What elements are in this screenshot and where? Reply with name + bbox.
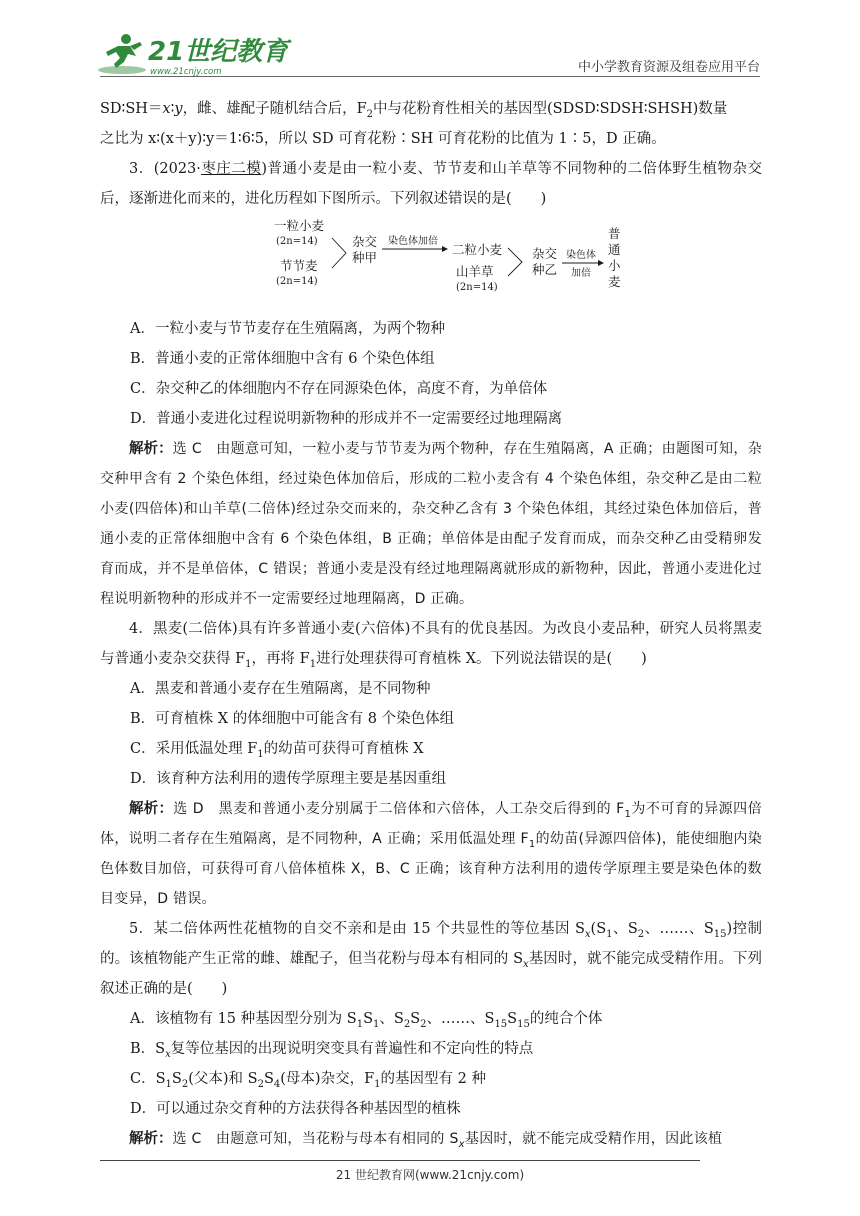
site-logo[interactable] [96,30,289,78]
diagram-arrow1-label: 染色体加倍 [388,236,438,247]
q4-option-a: A．黑麦和普通小麦存在生殖隔离，是不同物种 [130,681,431,697]
q3-option-b: B．普通小麦的正常体细胞中含有 6 个染色体组 [130,351,435,367]
page-header [0,0,860,80]
diagram-ploidy-3: (2n=14) [456,282,498,293]
runner-logo-icon [96,30,289,78]
diagram-ploidy-1: (2n=14) [276,236,318,247]
svg-text:www.21cnjy.com: www.21cnjy.com [150,67,222,77]
q3-option-a: A．一粒小麦与节节麦存在生殖隔离，为两个物种 [130,321,445,337]
diagram-node-aegilops: 节节麦 [280,258,318,273]
header-divider [100,76,760,77]
q3-stem: 3．(2023·枣庄二模)普通小麦是由一粒小麦、节节麦和山羊草等不同物种的二倍体野生植物杂交后，逐渐进化而来的，进化历程如下图所示。下列叙述错误的是( ) [100,161,762,207]
q4-analysis: 解析：选 D 黑麦和普通小麦分别属于二倍体和六倍体，人工杂交后得到的 $F_1$为不可育的异源四倍体，说明二者存在生殖隔离，是不同物种，A 正确；采用低温处理 $F_1$的幼苗(异源四倍体)，能使细胞内染色体数目加倍，可获得可育八倍体植株 X，B、C 正确；该育种方法利用的遗传学原理主要是染色体的数目变异，D 错误。 [100,800,763,907]
evolution-diagram [100,216,762,308]
diagram-ploidy-2: (2n=14) [276,276,318,287]
q4-option-c: C．采用低温处理 $F_1$的幼苗可获得可育植株 X [130,741,424,760]
q5-analysis: 解析：选 C 由题意可知，当花粉与母本有相同的 $S_x$基因时，就不能完成受精作用，因此该植 [129,1130,723,1150]
q3-source-link[interactable]: 枣庄二模 [200,161,262,177]
diagram-node-emmer: 二粒小麦 [452,242,503,257]
q4-option-d: D．该育种方法利用的遗传学原理主要是基因重组 [130,771,447,787]
diagram-hybrid1-top: 杂交 [352,234,378,249]
diagram-final-char: 通 [608,242,621,257]
diagram-final-char: 小 [608,258,621,273]
diagram-node-goatgrass: 山羊草 [456,264,494,279]
diagram-arrow2-label-top: 染色体 [566,250,596,261]
q4-stem: 4．黑麦(二倍体)具有许多普通小麦(六倍体)不具有的优良基因。为改良小麦品种，研究人员将黑麦与普通小麦杂交获得 $F_1$，再将 $F_1$进行处理获得可育植株 X。下列说法错误的是( ) [100,621,762,670]
q5-option-b: B．$S_x$复等位基因的出现说明突变具有普遍性和不定向性的特点 [130,1041,534,1060]
q3-option-c: C．杂交种乙的体细胞内不存在同源染色体，高度不育，为单倍体 [130,381,548,397]
diagram-arrow2-label-bottom: 加倍 [571,268,591,279]
q3-option-d: D．普通小麦进化过程说明新物种的形成并不一定需要经过地理隔离 [130,411,563,427]
diagram-node-einkorn: 一粒小麦 [274,218,325,233]
diagram-final-char: 普 [608,226,621,241]
diagram-hybrid2-bottom: 种乙 [532,262,558,277]
diagram-hybrid2-top: 杂交 [532,246,558,261]
page-footer[interactable]: 21 世纪教育网(www.21cnjy.com) [335,1168,525,1182]
q2-analysis-line2: 之比为 x∶(x＋y)∶y＝1∶6∶5，所以 SD 可育花粉∶SH 可育花粉的比值为 1∶5，D 正确。 [100,131,666,147]
q3-analysis: 解析：选 C 由题意可知，一粒小麦与节节麦为两个物种，存在生殖隔离，A 正确；由题图可知，杂交种甲含有 2 个染色体组，经过染色体加倍后，形成的二粒小麦含有 4 个染色体组，杂交种乙是由二粒小麦(四倍体)和山羊草(二倍体)经过杂交而来的，杂交种乙含有 3 个染色体组，其经过染色体加倍后，普通小麦的正常体细胞中含有 6 个染色体组，B 正确；单倍体是由配子发育而成，而杂交种乙由受精卵发育而成，并不是单倍体，C 错误；普通小麦是没有经过地理隔离就形成的新物种，因此，普通小麦进化过程说明新物种的形成并不一定需要经过地理隔离，D 正确。 [100,440,763,607]
footer-divider [100,1160,700,1161]
diagram-final-char: 麦 [608,274,621,289]
platform-tagline: 中小学教育资源及组卷应用平台 [577,60,760,75]
q5-stem: 5．某二倍体两性花植物的自交不亲和是由 15 个共显性的等位基因 $S_x(S_1$、$S_2$、……、$S_{15}$)控制的。该植物能产生正常的雌、雄配子，但当花粉与母本有相同的 $S_x$基因时，就不能完成受精作用。下列叙述正确的是( ) [100,921,762,997]
diagram-hybrid1-bottom: 种甲 [352,250,378,265]
q2-analysis-line1: SD∶SH＝x∶y，雌、雄配子随机结合后，$F_2$中与花粉育性相关的基因型(SDSD∶SDSH∶SHSH)数量 [100,101,728,120]
q5-option-c: C．$S_1S_2$(父本)和 $S_2S_4$(母本)杂交，$F_1$的基因型有 2 种 [130,1071,486,1090]
svg-text:21世纪教育: 21世纪教育 [148,37,289,67]
q5-option-a: A．该植物有 15 种基因型分别为 $S_1S_1$、$S_2S_2$、……、$S_{15}S_{15}$的纯合个体 [130,1011,603,1030]
q5-option-d: D．可以通过杂交育种的方法获得各种基因型的植株 [130,1101,461,1117]
q4-option-b: B．可育植株 X 的体细胞中可能含有 8 个染色体组 [130,711,455,727]
document-body [100,94,762,1154]
